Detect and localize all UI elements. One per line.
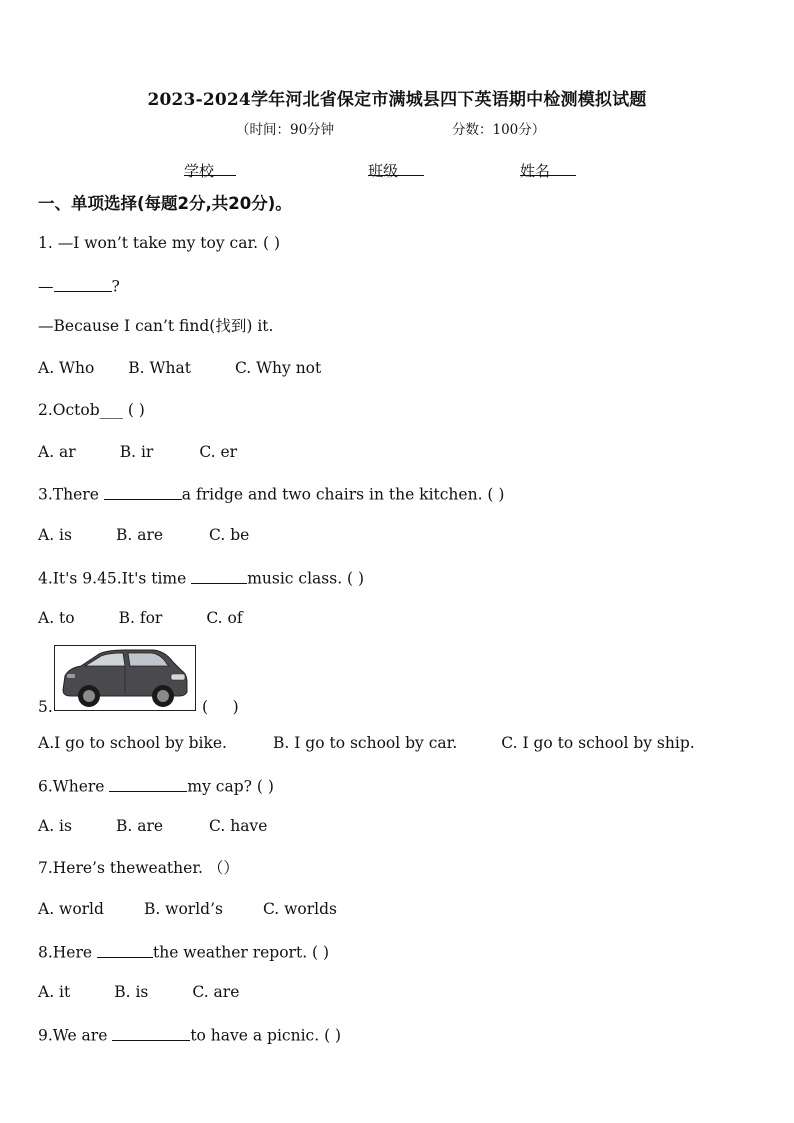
q4-stem	[38, 567, 364, 589]
q8-option-a[interactable]: A. it	[38, 983, 71, 1001]
q8-option-c[interactable]: C. are	[192, 983, 240, 1001]
q2-option-b[interactable]: B. ir	[119, 443, 154, 461]
name-blank[interactable]	[520, 160, 576, 176]
q4-text-before: 4.It's 9.45.It's time	[38, 569, 192, 588]
q8-blank[interactable]	[97, 941, 153, 958]
name-label: 姓名	[520, 162, 551, 180]
q8-text-before: 8.Here	[38, 943, 97, 962]
car-picture	[54, 645, 196, 711]
school-blank[interactable]	[184, 160, 236, 176]
q5-number: 5.	[38, 698, 53, 716]
q7-options	[38, 899, 337, 919]
q3-text-after: a fridge and two chairs in the kitchen. ( )	[181, 485, 505, 504]
q4-option-b[interactable]: B. for	[118, 609, 163, 627]
q3-option-a[interactable]: A. is	[38, 526, 72, 544]
exam-score: 分数：100分）	[452, 122, 546, 138]
q7-stem: 7.Here’s theweather. （）	[38, 859, 239, 877]
q6-option-b[interactable]: B. are	[115, 817, 164, 835]
q3-option-b[interactable]: B. are	[115, 526, 164, 544]
q9-blank[interactable]	[112, 1024, 190, 1041]
q5-option-c[interactable]: C. I go to school by ship.	[501, 734, 695, 752]
q1-line2	[38, 275, 120, 297]
q1-option-a[interactable]: A. Who	[38, 359, 95, 377]
section-heading: 一、单项选择(每题2分,共20分)。	[38, 194, 292, 213]
q6-option-a[interactable]: A. is	[38, 817, 72, 835]
q4-option-c[interactable]: C. of	[206, 609, 243, 627]
q5-answer-paren[interactable]: ( )	[202, 698, 239, 716]
q1-stem: 1. —I won’t take my toy car. ( )	[38, 234, 281, 252]
q1-line3: —Because I can’t find(找到) it.	[38, 317, 274, 335]
q6-stem	[38, 775, 274, 797]
class-label: 班级	[368, 162, 399, 180]
q2-options	[38, 442, 237, 462]
q1-dash: —	[38, 277, 54, 296]
q6-option-c[interactable]: C. have	[209, 817, 268, 835]
q4-options	[38, 608, 243, 628]
q7-option-a[interactable]: A. world	[38, 900, 104, 918]
q9-stem	[38, 1024, 341, 1046]
q5-option-b[interactable]: B. I go to school by car.	[272, 734, 458, 752]
q3-stem	[38, 483, 504, 505]
q2-option-c[interactable]: C. er	[199, 443, 238, 461]
q1-option-c[interactable]: C. Why not	[234, 359, 322, 377]
q6-blank[interactable]	[109, 775, 187, 792]
q4-text-after: music class. ( )	[247, 569, 365, 588]
q9-text-after: to have a picnic. ( )	[190, 1026, 342, 1045]
car-icon	[55, 646, 195, 710]
q5-options	[38, 733, 695, 753]
q8-option-b[interactable]: B. is	[114, 983, 149, 1001]
q6-text-after: my cap? ( )	[187, 777, 274, 796]
q8-text-after: the weather report. ( )	[153, 943, 330, 962]
q1-options	[38, 358, 321, 378]
q8-stem	[38, 941, 329, 963]
q2-option-a[interactable]: A. ar	[38, 443, 76, 461]
q1-option-b[interactable]: B. What	[128, 359, 191, 377]
q5-option-a[interactable]: A.I go to school by bike.	[38, 734, 227, 752]
q3-options	[38, 525, 249, 545]
page-title: 2023-2024学年河北省保定市满城县四下英语期中检测模拟试题	[147, 90, 647, 110]
q1-blank[interactable]	[54, 275, 112, 292]
q6-options	[38, 816, 267, 836]
q9-text-before: 9.We are	[38, 1026, 113, 1045]
q2-stem: 2.Octob___ ( )	[38, 401, 145, 419]
q1-question-mark: ?	[111, 277, 120, 296]
q8-options	[38, 982, 239, 1002]
q4-option-a[interactable]: A. to	[38, 609, 75, 627]
q3-text-before: 3.There	[38, 485, 104, 504]
q3-option-c[interactable]: C. be	[209, 526, 250, 544]
class-blank[interactable]	[368, 160, 424, 176]
q3-blank[interactable]	[104, 483, 182, 500]
school-label: 学校	[184, 162, 215, 180]
q4-blank[interactable]	[191, 567, 247, 584]
q6-text-before: 6.Where	[38, 777, 110, 796]
q7-option-b[interactable]: B. world’s	[143, 900, 223, 918]
q7-option-c[interactable]: C. worlds	[262, 900, 337, 918]
exam-time: （时间：90分钟	[236, 122, 335, 138]
